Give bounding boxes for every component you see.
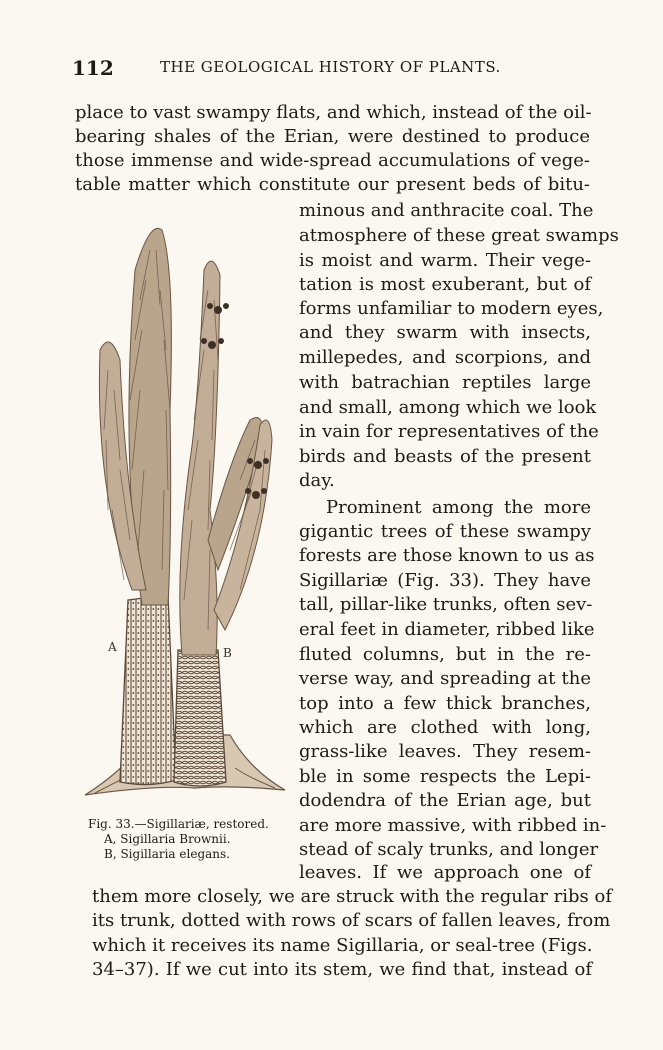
body-line: ble in some respects the Lepi- (299, 766, 591, 787)
figure-label-b: B (223, 646, 232, 660)
body-line: dodendra of the Erian age, but (299, 790, 591, 811)
body-line: fluted columns, but in the re- (299, 644, 591, 665)
body-line: and small, among which we look (299, 397, 597, 418)
figure-caption-b: B, Sigillaria elegans. (104, 847, 230, 861)
body-line: place to vast swampy flats, and which, instead of the oil- (75, 102, 592, 123)
sigillaria-engraving (80, 210, 290, 810)
body-line: verse way, and spreading at the (299, 668, 591, 689)
body-line: which it receives its name Sigillaria, or seal-tree (Figs. (92, 935, 593, 956)
body-line: forests are those known to us as (299, 545, 595, 566)
body-line: eral feet in diameter, ribbed like (299, 619, 595, 640)
body-line: tall, pillar-like trunks, often sev- (299, 594, 593, 615)
body-line: its trunk, dotted with rows of scars of fallen leaves, from (92, 910, 611, 931)
body-line: atmosphere of these great swamps (299, 225, 619, 246)
body-line: bearing shales of the Erian, were destined to produce (75, 126, 590, 147)
body-line: them more closely, we are struck with the regular ribs of (92, 886, 613, 907)
body-line: tation is most exuberant, but of (299, 274, 591, 295)
page-number: 112 (72, 56, 114, 80)
body-line: those immense and wide-spread accumulations of vege- (75, 150, 590, 171)
body-line: in vain for representatives of the (299, 421, 599, 442)
body-line: day. (299, 470, 335, 491)
body-line: with batrachian reptiles large (299, 372, 591, 393)
body-line: 34–37). If we cut into its stem, we find that, instead of (92, 959, 592, 980)
body-line: leaves. If we approach one of (299, 862, 591, 883)
figure-caption-title: Fig. 33.—Sigillariæ, restored. (88, 817, 269, 831)
body-line: minous and anthracite coal. The (299, 200, 594, 221)
body-line: and they swarm with insects, (299, 322, 591, 343)
figure-caption-a: A, Sigillaria Brownii. (104, 832, 231, 846)
body-line: are more massive, with ribbed in- (299, 815, 607, 836)
body-line: top into a few thick branches, (299, 693, 591, 714)
sigillaria-illustration (80, 210, 290, 810)
body-line: Prominent among the more (326, 497, 591, 518)
running-head: THE GEOLOGICAL HISTORY OF PLANTS. (160, 58, 501, 76)
body-line: table matter which constitute our present beds of bitu- (75, 174, 590, 195)
body-line: grass-like leaves. They resem- (299, 741, 591, 762)
body-line: forms unfamiliar to modern eyes, (299, 298, 604, 319)
body-line: birds and beasts of the present (299, 446, 591, 467)
body-line: which are clothed with long, (299, 717, 591, 738)
body-line: is moist and warm. Their vege- (299, 250, 591, 271)
body-line: stead of scaly trunks, and longer (299, 839, 599, 860)
body-line: gigantic trees of these swampy (299, 521, 591, 542)
body-line: Sigillariæ (Fig. 33). They have (299, 570, 591, 591)
body-line: millepedes, and scorpions, and (299, 347, 591, 368)
figure-label-a: A (108, 640, 117, 654)
